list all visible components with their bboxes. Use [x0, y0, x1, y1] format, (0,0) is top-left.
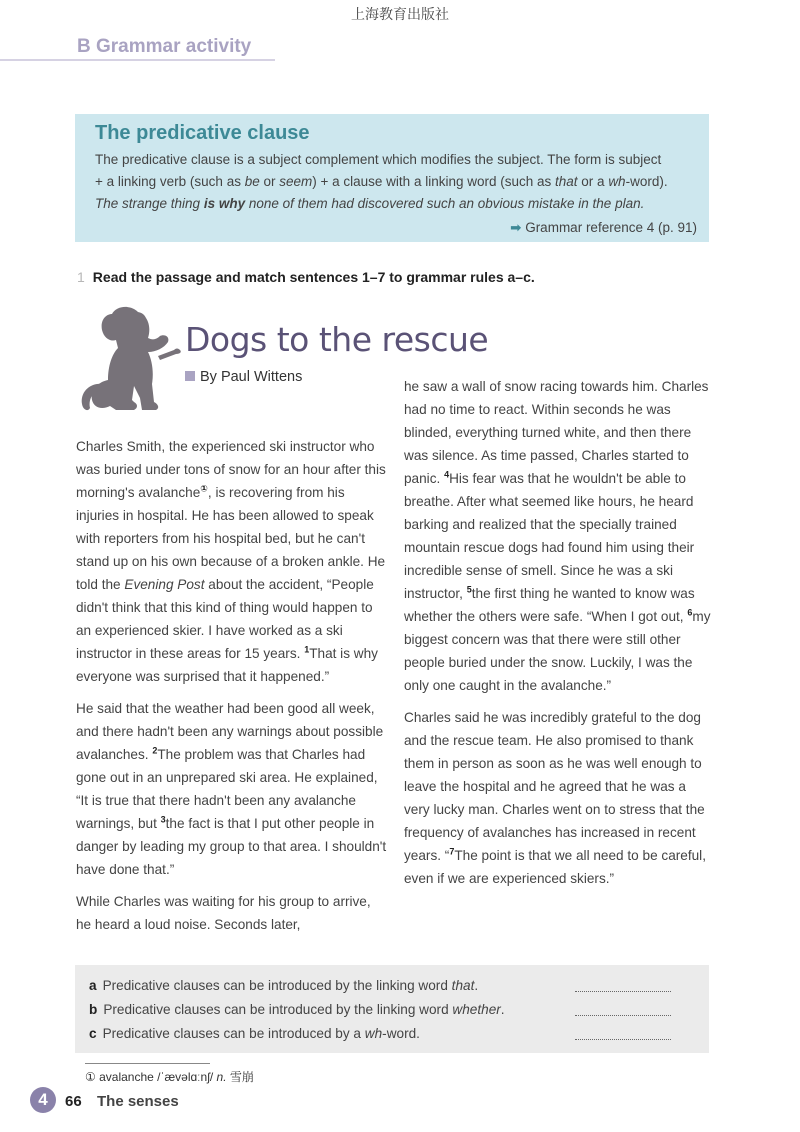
- publisher-header: 上海教育出版社: [351, 7, 449, 23]
- article-paragraph: he saw a wall of snow racing towards him. Charles had no time to react. Within seconds he was blinded, everything turned white, and then there was silence. As time passed, Charles started to panic. $^4$His fear was that he wouldn't be able to breathe. After what seemed like hours, he heard barking and realized that the specially trained mountain rescue dogs had found him using their incredible sense of smell. Since he was a ski instructor, $^5$the first thing he wanted to know was whether the others were safe. “When I got out, $^6$my biggest concern was that there were still other people buried under the snow. Luckily, I was the only one caught in the avalanche.”: [404, 379, 711, 693]
- grammar-example: The strange thing is why none of them had discovered such an obvious mistake in the plan.: [95, 196, 645, 211]
- article-paragraph: While Charles was waiting for his group to arrive, he heard a loud noise. Seconds later,: [76, 894, 371, 932]
- sentence-number: 5: [466, 584, 472, 595]
- sentence-number: 4: [444, 469, 450, 480]
- footnote-marker: ①: [200, 483, 208, 494]
- sentence-number: 1: [304, 644, 310, 655]
- footnote-divider: [85, 1063, 210, 1064]
- article-paragraph: Charles said he was incredibly grateful to the dog and the rescue team. He also promised to thank them in person as soon as he was well enough to leave the hospital and he agreed that he was a very lucky man. Charles went on to stress that the frequency of avalanches has increased in recent years. “$^7$The point is that we all need to be careful, even if we are experienced skiers.”: [404, 710, 706, 886]
- exercise-instruction: 1 Read the passage and match sentences 1–7 to grammar rules a–c.: [77, 269, 535, 285]
- answer-blank[interactable]: [575, 991, 671, 992]
- section-title: B Grammar activity: [77, 36, 252, 57]
- answer-blank[interactable]: [575, 1039, 671, 1040]
- grammar-reference-link[interactable]: ➡ Grammar reference 4 (p. 91): [510, 220, 697, 235]
- dog-icon: [76, 300, 184, 418]
- article-title: Dogs to the rescue: [185, 320, 489, 359]
- rule-row: a Predicative clauses can be introduced by the linking word that.: [89, 974, 695, 998]
- grammar-title: The predicative clause: [95, 122, 310, 144]
- grammar-box: [75, 114, 709, 242]
- page-number: 66: [65, 1093, 82, 1110]
- bullet-square-icon: [185, 371, 195, 381]
- grammar-rules-box: [75, 965, 709, 1053]
- article-paragraph: Charles Smith, the experienced ski instructor who was buried under tons of snow for an hour after this morning's avalanche①, is recovering from his injuries in hospital. He has been allowed to speak with reporters from his hospital bed, but he can't stand up on his own because of a broken ankle. He told the Evening Post about the accident, “People didn't think that this kind of thing would happen to an experienced skier. I have worked as a ski instructor in these areas for 15 years. $^1$That is why everyone was surprised that it happened.”: [76, 439, 386, 684]
- unit-title: The senses: [97, 1093, 179, 1110]
- article-column-left: [76, 435, 388, 945]
- rule-row: b Predicative clauses can be introduced by the linking word whether.: [89, 998, 695, 1022]
- article-paragraph: He said that the weather had been good all week, and there hadn't been any warnings about possible avalanches. $^2$The problem was that Charles had gone out in an unprepared ski area. He explained, “It is true that there hadn't been any avalanche warnings, but $^3$the fact is that I put other people in danger by leading my group to that area. I shouldn't have done that.”: [76, 701, 387, 877]
- article-byline: By Paul Wittens: [185, 369, 302, 385]
- rule-row: c Predicative clauses can be introduced by a wh-word.: [89, 1022, 695, 1046]
- section-divider: [0, 59, 275, 61]
- unit-number-badge: 4: [30, 1087, 56, 1113]
- sentence-number: 3: [160, 814, 166, 825]
- footnote: ① avalanche /ˈævəlɑːnʃ/ n. 雪崩: [85, 1070, 254, 1084]
- sentence-number: 7: [449, 846, 455, 857]
- arrow-right-icon: ➡: [510, 220, 522, 235]
- sentence-number: 2: [152, 745, 158, 756]
- answer-blank[interactable]: [575, 1015, 671, 1016]
- grammar-definition: The predicative clause is a subject complement which modifies the subject. The form is subject + a linking verb (such as be or seem) + a clause with a linking word (such as that or a wh-word).: [95, 152, 668, 189]
- article-column-right: [404, 375, 714, 899]
- sentence-number: 6: [687, 607, 693, 618]
